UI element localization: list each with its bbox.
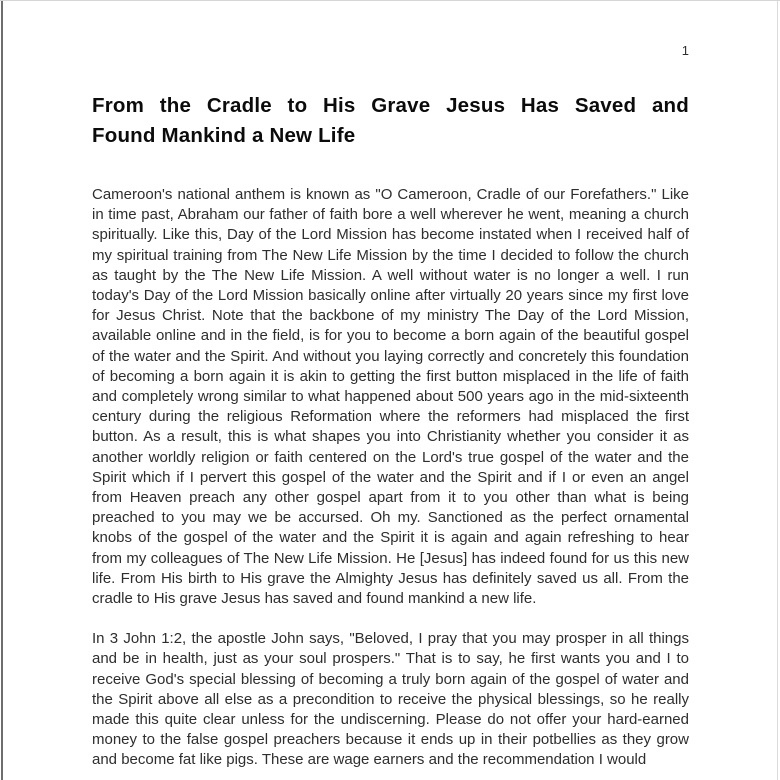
page-title-line-1: From the Cradle to His Grave Jesus Has Saved and: [92, 94, 689, 117]
body-paragraph-1: Cameroon's national anthem is known as "O Cameroon, Cradle of our Forefathers." Like in time past, Abraham our father of faith bore a well wherever he went, meaning a church spiritually. Like this, Day of the Lord Mission has become instated when I received half of my spiritual training from The New Life Mission by the time I decided to follow the church as taught by the The New Life Mission. A well without water is no longer a well. I run today's Day of the Lord Mission basically online after virtually 20 years since my first love for Jesus Christ. Note that the backbone of my ministry The Day of the Lord Mission, available online and in the field, is for you to become a born again of the beautiful gospel of the water and the Spirit. And without you laying correctly and concretely this foundation of becoming a born again it is akin to getting the first button misplaced in the life of faith and completely wrong similar to what happened about 500 years ago in the mid-sixteenth century during the religious Reformation where the reformers had misplaced the first button. As a result, this is what shapes you into Christianity whether you consider it as another worldly religion or faith centered on the Lord's true gospel of the water and the Spirit which if I pervert this gospel of the water and the Spirit and if I or even an angel from Heaven preach any other gospel apart from it to you other than what is being preached to you may we be accursed. Oh my. Sanctioned as the perfect ornamental knobs of the gospel of the water and the Spirit it is again and again refreshing to hear from my colleagues of The New Life Mission. He [Jesus] has indeed found for us this new life. From His birth to His grave the Almighty Jesus has definitely saved us all. From the cradle to His grave Jesus has saved and found mankind a new life.: [92, 186, 689, 608]
page-title-line-2: Found Mankind a New Life: [92, 124, 356, 147]
page-number: 1: [681, 43, 689, 58]
page-title: [92, 91, 689, 151]
body-paragraph-2: In 3 John 1:2, the apostle John says, "Beloved, I pray that you may prosper in all things and be in health, just as your soul prospers." That is to say, he first wants you and I to receive God's special blessing of becoming a truly born again of the gospel of water and the Spirit above all else as a precondition to receive the physical blessings, so he really made this quite clear unless for the undiscerning. Please do not offer your hard-earned money to the false gospel preachers because it ends up in their potbellies as they grow and become fat like pigs. These are wage earners and the recommendation I would: [92, 630, 689, 769]
page-left-edge: [1, 1, 3, 780]
page-content: [0, 43, 780, 771]
page-right-edge: [777, 1, 778, 780]
